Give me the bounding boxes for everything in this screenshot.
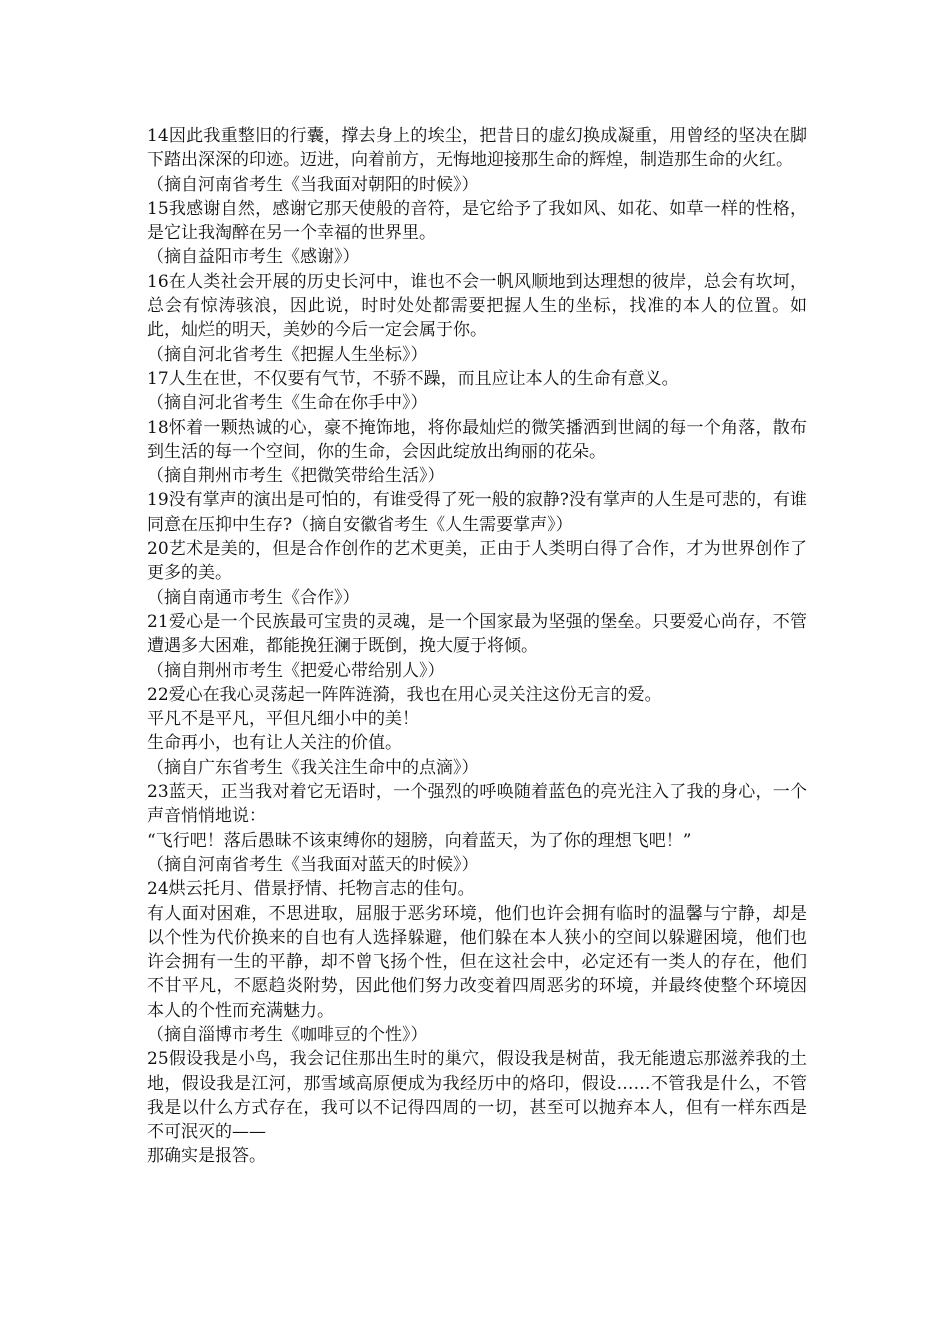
source-21: （摘自荆州市考生《把爱心带给别人》） (147, 660, 445, 681)
paragraph-14: 14因此我重整旧的行囊，撑去身上的埃尘，把昔日的虚幻换成凝重，用曾经的坚决在脚下踏出深深的印迹。迈进，向着前方，无悔地迎接那生命的辉煌，制造那生命的火红。 (147, 126, 807, 171)
source-15: （摘自益阳市考生《感谢》） (147, 247, 360, 268)
paragraph-22-line-3: 生命再小，也有让人关注的价值。 (147, 733, 402, 754)
paragraph-20: 20艺术是美的，但是合作创作的艺术更美，正由于人类明白得了合作，才为世界创作了更多的美。 (147, 539, 807, 584)
paragraph-24: 24烘云托月、借景抒情、托物言志的佳句。 (147, 879, 475, 900)
paragraph-22-line-2: 平凡不是平凡，平但凡细小中的美！ (147, 709, 419, 730)
paragraph-22: 22爱心在我心灵荡起一阵阵涟漪，我也在用心灵关注这份无言的爱。 (147, 684, 662, 705)
document-body (147, 124, 807, 1169)
paragraph-18: 18怀着一颗热诚的心，豪不掩饰地，将你最灿烂的微笑播洒到世阔的每一个角落，散布到生活的每一个空间，你的生命，会因此绽放出绚丽的花朵。 (147, 417, 807, 462)
paragraph-15: 15我感谢自然，感谢它那天使般的音符，是它给予了我如风、如花、如草一样的性格，是它让我淘醉在另一个幸福的世界里。 (147, 198, 807, 244)
paragraph-17: 17人生在世，不仅要有气节，不骄不躁，而且应让本人的生命有意义。 (147, 368, 679, 389)
paragraph-24-body: 有人面对困难，不思进取，屈服于恶劣环境，他们也许会拥有临时的温馨与宁静，却是以个性为代价换来的自也有人选择躲避，他们躲在本人狭小的空间以躲避困境，他们也许会拥有一生的平静，却不曾飞扬个性，但在这社会中，必定还有一类人的存在，他们不甘平凡，不愿趋炎附势，因此他们努力改变着四周恶劣的环境，并最终使整个环境因本人的个性而充满魅力。 (147, 903, 807, 1021)
source-18: （摘自荆州市考生《把微笑带给生活》） (147, 466, 445, 487)
source-23: （摘自河南省考生《当我面对蓝天的时候》） (147, 854, 479, 875)
paragraph-23: 23蓝天，正当我对着它无语时，一个强烈的呼唤随着蓝色的亮光注入了我的身心，一个声音悄悄地说： (147, 782, 807, 827)
paragraph-23-quote: “飞行吧！落后愚昧不该束缚你的翅膀，向着蓝天，为了你的理想飞吧！” (147, 830, 692, 851)
source-22: （摘自广东省考生《我关注生命中的点滴》） (147, 757, 479, 778)
paragraph-19: 19没有掌声的演出是可怕的，有谁受得了死一般的寂静?没有掌声的人生是可悲的，有谁同意在压抑中生存?（摘自安徽省考生《人生需要掌声》） (147, 490, 807, 535)
paragraph-16: 16在人类社会开展的历史长河中，谁也不会一帆风顺地到达理想的彼岸，总会有坎坷，总会有惊涛骇浪，因此说，时时处处都需要把握人生的坐标，找准的本人的位置。如此，灿烂的明天，美妙的今后一定会属于你。 (147, 271, 807, 341)
source-24: （摘自淄博市考生《咖啡豆的个性》） (147, 1024, 428, 1045)
source-14: （摘自河南省考生《当我面对朝阳的时候》） (147, 174, 479, 195)
source-17: （摘自河北省考生《生命在你手中》） (147, 393, 428, 414)
source-16: （摘自河北省考生《把握人生坐标》） (147, 344, 428, 365)
paragraph-25: 25假设我是小鸟，我会记住那出生时的巢穴，假设我是树苗，我无能遗忘那滋养我的土地，假设我是江河，那雪域高原便成为我经历中的烙印，假设……不管我是什么，不管我是以什么方式存在，我可以不记得四周的一切，甚至可以抛弃本人，但有一样东西是不可泯灭的—— (147, 1049, 807, 1143)
paragraph-21: 21爱心是一个民族最可宝贵的灵魂，是一个国家最为坚强的堡垒。只要爱心尚存，不管遭遇多大困难，都能挽狂澜于既倒，挽大厦于将倾。 (147, 611, 807, 657)
source-20: （摘自南通市考生《合作》） (147, 587, 360, 608)
paragraph-25-ending: 那确实是报答。 (147, 1146, 266, 1167)
